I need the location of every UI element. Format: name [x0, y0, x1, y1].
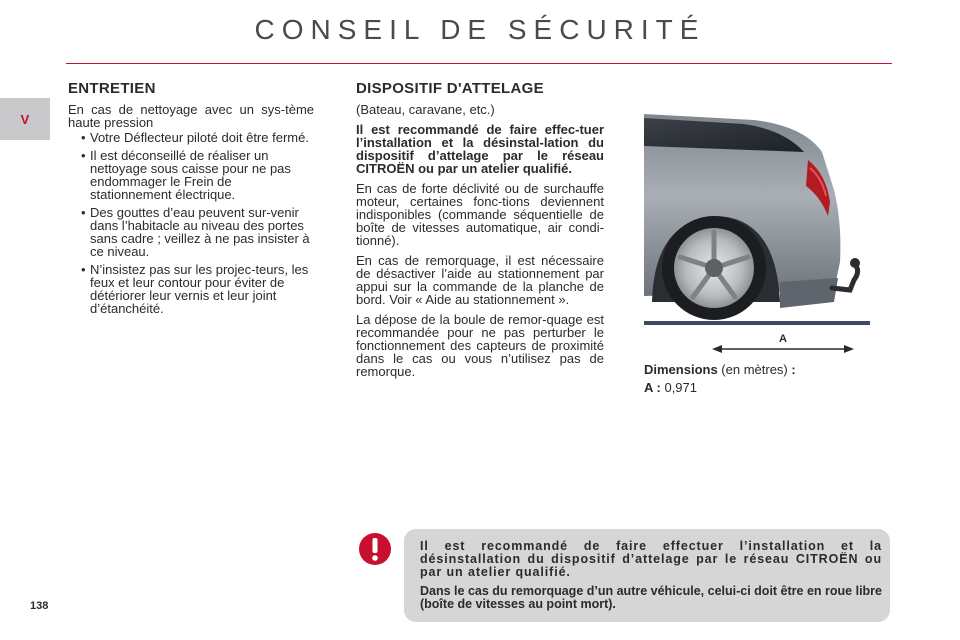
entretien-intro: En cas de nettoyage avec un sys-tème haute pression: [68, 102, 314, 130]
attelage-section: [356, 80, 604, 385]
list-item: • Votre Déflecteur piloté doit être fermé.: [68, 131, 314, 144]
dimension-a-row: [644, 380, 697, 395]
warning-text: [420, 540, 882, 617]
dimensions-label-bold: Dimensions: [644, 362, 718, 377]
list-item: • N’insistez pas sur les projec-teurs, les feux et leur contour pour éviter de détériorer leur vernis et leur joint d’étanchéité.: [68, 263, 314, 315]
warning-paragraph: Dans le cas du remorquage d’un autre véhicule, celui-ci doit être en roue libre (boîte de vitesses au point mort).: [420, 584, 882, 611]
exclamation-icon: [358, 532, 392, 566]
section-tab[interactable]: [0, 98, 50, 140]
list-item: • Des gouttes d’eau peuvent sur-venir dans l’habitacle au niveau des portes sans cadre ; veillez à ne pas insister à ce niveau.: [68, 206, 314, 258]
dimension-a-value: 0,971: [664, 380, 698, 395]
dimensions-label-colon: :: [791, 362, 796, 377]
dimension-arrow: [712, 333, 854, 359]
section-tab-label: V: [20, 111, 30, 127]
dimensions-label-unit: (en mètres): [717, 362, 792, 377]
car-towbar-photo: [644, 112, 870, 328]
page-title: CONSEIL DE SÉCURITÉ: [254, 14, 706, 45]
entretien-heading: ENTRETIEN: [68, 80, 156, 97]
title-divider: [66, 63, 892, 64]
attelage-paragraph: La dépose de la boule de remor-quage est recommandée pour ne pas perturber le fonctionnement des capteurs de proximité dans le cas ou vous n’utilisez pas de remorque.: [356, 312, 604, 379]
attelage-paragraph: En cas de remorquage, il est nécessaire de désactiver l’aide au stationnement par appui sur la commande de la planche de bord. Voir « Aide au stationnement ».: [356, 253, 604, 307]
dimension-a-label: A :: [644, 380, 665, 395]
attelage-paragraph: En cas de forte déclivité ou de surchauffe moteur, certaines fonc-tions deviennent indisponibles (commande séquentielle de boîte de vitesses automatique, air condi-tionné).: [356, 181, 604, 248]
dimension-arrow-label: A: [779, 333, 787, 345]
attelage-heading: DISPOSITIF D'ATTELAGE: [356, 80, 544, 97]
warning-paragraph: Il est recommandé de faire effectuer l’installation et la désinstallation du dispositif d’attelage par le réseau CITROËN ou par un atelier qualifié.: [420, 539, 882, 579]
attelage-subtitle: (Bateau, caravane, etc.): [356, 102, 495, 117]
dimensions-label: [644, 362, 796, 377]
entretien-bullet-list: [68, 131, 314, 315]
entretien-section: [68, 80, 314, 320]
page-number: 138: [30, 600, 49, 612]
attelage-bold-paragraph: Il est recommandé de faire effec-tuer l’installation et la désinstal-lation du dispositif d’attelage par le réseau CITROËN ou par un atelier qualifié.: [356, 122, 604, 176]
list-item: • Il est déconseillé de réaliser un nettoyage sous caisse pour ne pas endommager le Frein de stationnement électrique.: [68, 149, 314, 201]
